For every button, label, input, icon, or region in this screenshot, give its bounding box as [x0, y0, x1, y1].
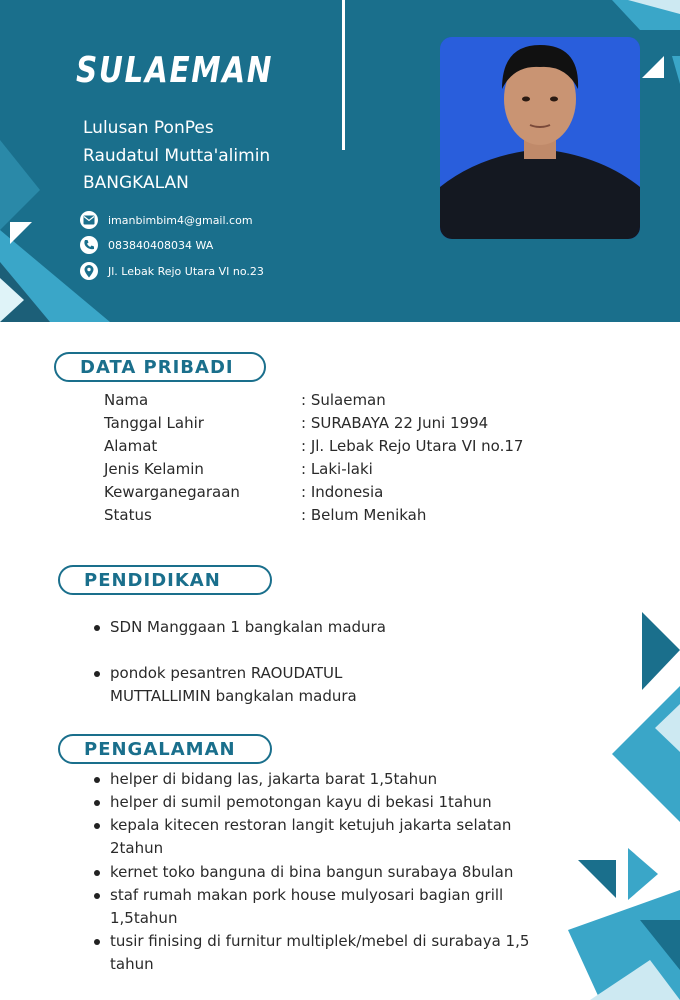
bullet-dot	[94, 893, 100, 899]
list-item-line: pondok pesantren RAOUDATUL	[110, 664, 343, 682]
list-item	[110, 930, 529, 976]
header-banner	[0, 0, 680, 322]
bullet-dot	[94, 939, 100, 945]
education-line-2: Raudatul Mutta'alimin	[83, 146, 271, 166]
education-line-1: Lulusan PonPes	[83, 118, 214, 138]
section-title: DATA PRIBADI	[80, 357, 234, 378]
label-nama: Nama	[104, 391, 149, 409]
value-status: : Belum Menikah	[301, 506, 427, 524]
phone-text: 083840408034 WA	[108, 238, 214, 252]
list-item	[110, 884, 503, 930]
section-header-pendidikan	[58, 565, 272, 595]
list-item-line: 2tahun	[110, 839, 164, 857]
section-header-pengalaman	[58, 734, 272, 764]
list-item-line: kepala kitecen restoran langit ketujuh jakarta selatan	[110, 816, 512, 834]
education-line-3: BANGKALAN	[83, 173, 189, 193]
list-item-line: staf rumah makan pork house mulyosari bagian grill	[110, 886, 504, 904]
list-item-line: kernet toko banguna di bina bangun surabaya 8bulan	[110, 863, 514, 881]
divider-line	[342, 0, 345, 150]
value-tanggal-lahir: : SURABAYA 22 Juni 1994	[301, 414, 489, 432]
list-item	[110, 616, 386, 639]
list-item	[110, 768, 437, 791]
label-status: Status	[104, 506, 152, 524]
address-text: Jl. Lebak Rejo Utara VI no.23	[108, 264, 264, 278]
value-jenis-kelamin: : Laki-laki	[301, 460, 373, 478]
contact-address	[80, 261, 264, 281]
bullet-dot	[94, 870, 100, 876]
list-item-line: MUTTALLIMIN bangkalan madura	[110, 687, 357, 705]
list-item-line: tahun	[110, 955, 154, 973]
phone-icon	[80, 236, 98, 254]
profile-photo	[440, 37, 640, 239]
bullet-dot	[94, 800, 100, 806]
list-item-line: 1,5tahun	[110, 909, 178, 927]
value-nama: : Sulaeman	[301, 391, 386, 409]
bullet-dot	[94, 671, 100, 677]
list-item	[110, 662, 357, 708]
list-item	[110, 861, 513, 884]
value-alamat: : Jl. Lebak Rejo Utara VI no.17	[301, 437, 524, 455]
value-kewarganegaraan: : Indonesia	[301, 483, 384, 501]
email-icon	[80, 211, 98, 229]
label-tanggal-lahir: Tanggal Lahir	[104, 414, 204, 432]
contact-email	[80, 210, 253, 230]
bullet-dot	[94, 625, 100, 631]
list-item-line: tusir finising di furnitur multiplek/mebel di surabaya 1,5	[110, 932, 530, 950]
list-item-line: helper di sumil pemotongan kayu di bekasi 1tahun	[110, 793, 492, 811]
bullet-dot	[94, 823, 100, 829]
bullet-dot	[94, 777, 100, 783]
label-kewarganegaraan: Kewarganegaraan	[104, 483, 240, 501]
email-text: imanbimbim4@gmail.com	[108, 213, 253, 227]
list-item-line: SDN Manggaan 1 bangkalan madura	[110, 618, 386, 636]
label-alamat: Alamat	[104, 437, 158, 455]
person-name: SULAEMAN	[76, 50, 274, 91]
list-item-line: helper di bidang las, jakarta barat 1,5tahun	[110, 770, 438, 788]
location-icon	[80, 262, 98, 280]
list-item	[110, 814, 511, 860]
section-title: PENDIDIKAN	[84, 570, 221, 591]
section-title: PENGALAMAN	[84, 739, 236, 760]
label-jenis-kelamin: Jenis Kelamin	[104, 460, 204, 478]
contact-phone	[80, 235, 213, 255]
section-header-data-pribadi	[54, 352, 266, 382]
list-item	[110, 791, 492, 814]
